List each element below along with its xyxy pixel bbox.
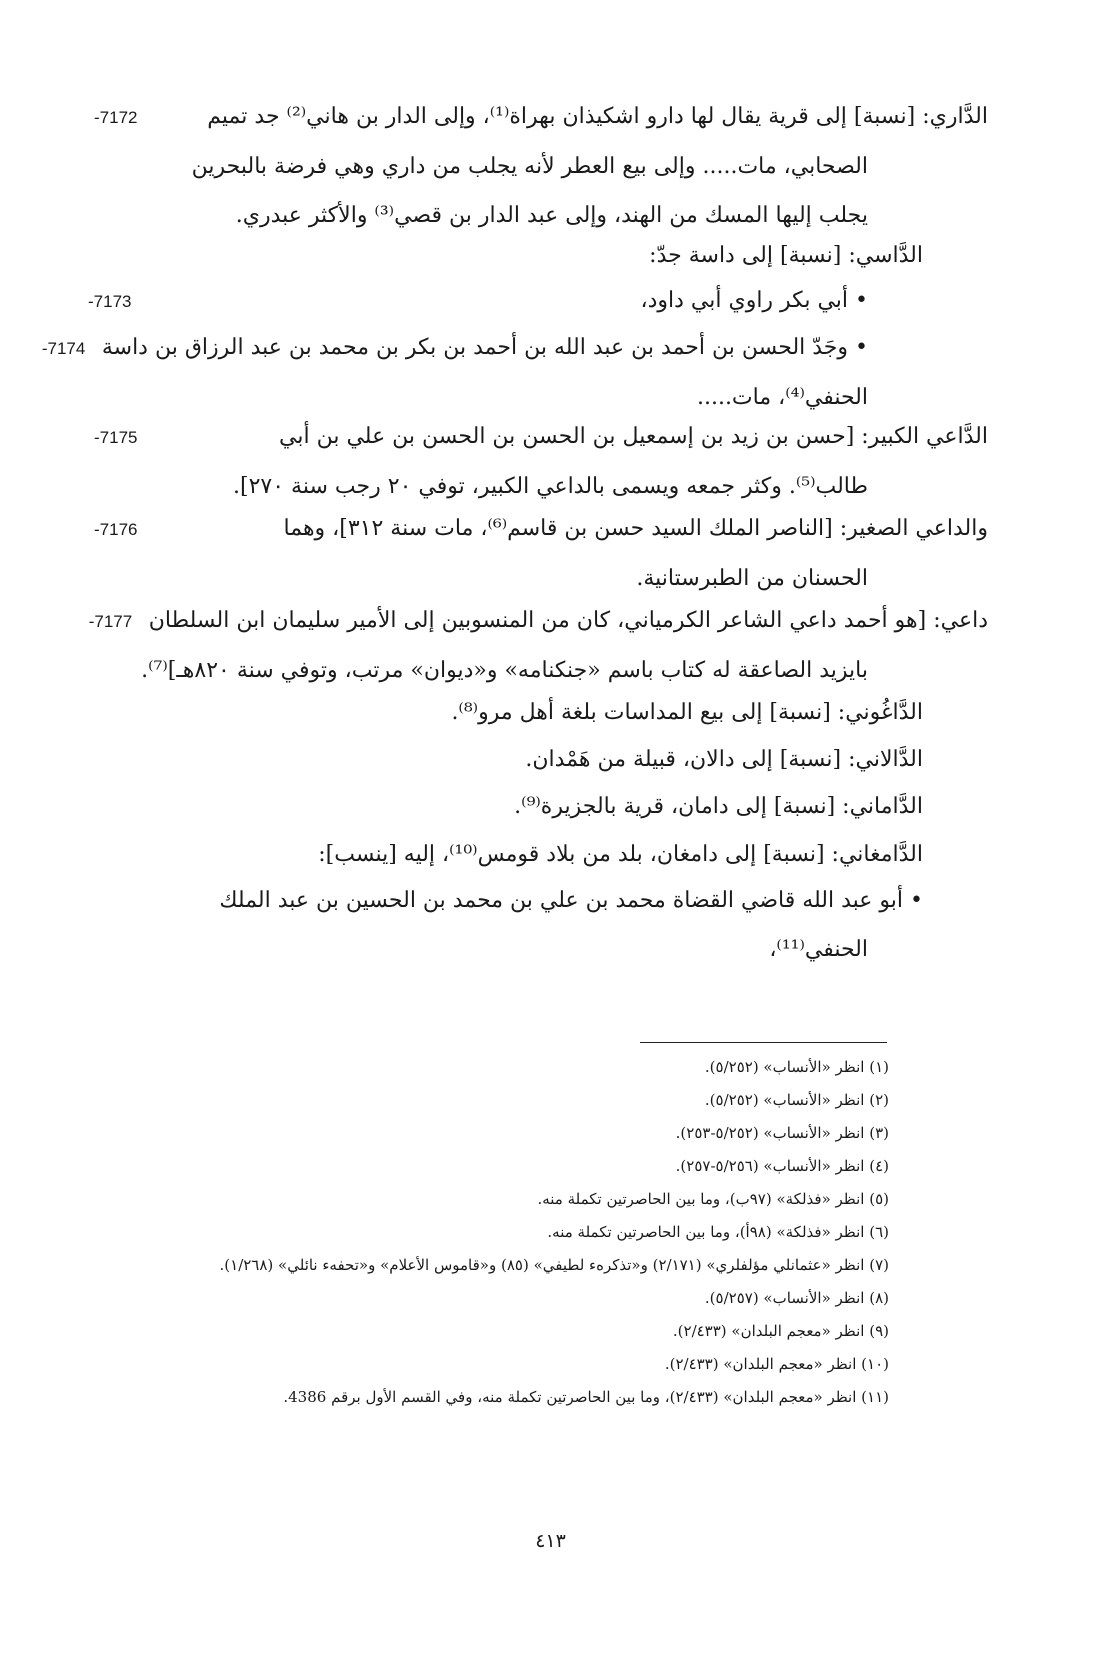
entry-text: طالب⁽⁵⁾. وكثر جمعه ويسمى بالداعي الكبير، توفي ٢٠ رجب سنة ٢٧٠]. (233, 474, 868, 499)
entry-7175 (88, 412, 988, 511)
heading-text: الدَّالاني: [نسبة] إلى دالان، قبيلة من هَمْدان. (525, 747, 923, 772)
bullet-text: • وجَدّ الحسن بن أحمد بن عبد الله بن أحمد بن بكر بن محمد بن عبد الرزاق بن داسة (101, 335, 868, 360)
heading-entry (88, 735, 988, 784)
heading-text: الدَّامغاني: [نسبة] إلى دامغان، بلد من بلاد قومس⁽¹⁰⁾، إليه [ينسب]: (318, 842, 923, 867)
footnote: (٩) انظر «معجم البلدان» (٢/٤٣٣). (672, 1322, 889, 1340)
heading-text: الدَّاسي: [نسبة] إلى داسة جدّ: (649, 243, 923, 268)
footnote: (٦) انظر «فذلكة» (٩٨أ)، وما بين الحاصرتين تكملة منه. (547, 1223, 889, 1241)
entry-text: الحنفي⁽¹¹⁾، (769, 937, 868, 962)
entry-number: -7173 (88, 292, 132, 311)
heading-entry (88, 782, 988, 831)
bullet-entry (88, 876, 988, 974)
heading-entry (88, 231, 988, 280)
bullet-text: • أبو عبد الله قاضي القضاة محمد بن علي بن محمد بن الحسين بن عبد الملك (219, 888, 923, 913)
entry-text: الدَّاعي الكبير: [حسن بن زيد بن إسمعيل بن الحسن بن الحسن بن علي بن أبي (279, 424, 988, 449)
heading-entry (88, 830, 988, 879)
bullet-text: • أبي بكر راوي أبي داود، (640, 288, 868, 313)
entry-text: داعي: [هو أحمد داعي الشاعر الكرمياني، كان من المنسوبين إلى الأمير سليمان ابن السلطان (148, 608, 988, 633)
heading-entry (88, 688, 988, 737)
entry-7177 (88, 596, 988, 695)
entry-7176 (88, 504, 988, 603)
entry-text: الحنفي⁽⁴⁾، مات..... (696, 385, 868, 410)
footnote: (٣) انظر «الأنساب» (٥/٢٥٢-٢٥٣). (675, 1124, 889, 1142)
footnote: (٢) انظر «الأنساب» (٥/٢٥٢). (704, 1091, 889, 1109)
entry-number: -7177 (88, 612, 133, 631)
footnote: (٧) انظر «عثمانلي مؤلفلري» (٢/١٧١) و«تذكرهء لطيفي» (٨٥) و«قاموس الأعلام» و«تحفهء نائلي» (١/٢٦٨). (219, 1256, 889, 1274)
page-number: ٤١٣ (535, 1530, 566, 1552)
entry-number: -7174 (41, 339, 86, 358)
footnote: (٨) انظر «الأنساب» (٥/٢٥٧). (704, 1289, 889, 1307)
footnote: (٤) انظر «الأنساب» (٥/٢٥٦-٢٥٧). (675, 1157, 889, 1175)
footnote: (١) انظر «الأنساب» (٥/٢٥٢). (704, 1058, 889, 1076)
entry-7174 (41, 323, 988, 422)
entry-text: الحسنان من الطبرستانية. (636, 566, 868, 591)
footnote-separator (640, 1042, 887, 1043)
footnote: (٥) انظر «فذلكة» (٩٧ب)، وما بين الحاصرتين تكملة منه. (537, 1190, 889, 1208)
entry-text: يجلب إليها المسك من الهند، وإلى عبد الدار بن قصي⁽³⁾ والأكثر عبدري. (235, 203, 868, 228)
footnote: (١٠) انظر «معجم البلدان» (٢/٤٣٣). (664, 1355, 889, 1373)
entry-text: الصحابي، مات..... وإلى بيع العطر لأنه يجلب من داري وهي فرضة بالبحرين (191, 154, 868, 179)
entry-text: الدَّاري: [نسبة] إلى قرية يقال لها دارو اشكيذان بهراة⁽¹⁾، وإلى الدار بن هاني⁽²⁾ جد تميم (207, 104, 988, 129)
entry-text: بايزيد الصاعقة له كتاب باسم «جنكنامه» و«ديوان» مرتب، وتوفي سنة ٨٢٠هـ]⁽⁷⁾. (141, 658, 868, 683)
entry-7173 (88, 276, 988, 326)
entry-text: والداعي الصغير: [الناصر الملك السيد حسن بن قاسم⁽⁶⁾، مات سنة ٣١٢]، وهما (283, 516, 988, 541)
entry-number: -7175 (94, 428, 138, 447)
entry-number: -7172 (94, 108, 138, 127)
entry-number: -7176 (94, 520, 138, 539)
entry-7172 (88, 92, 988, 240)
heading-text: الدَّاغُوني: [نسبة] إلى بيع المداسات بلغة أهل مرو⁽⁸⁾. (451, 700, 923, 725)
footnote: (١١) انظر «معجم البلدان» (٢/٤٣٣)، وما بين الحاصرتين تكملة منه، وفي القسم الأول برقم 4386. (283, 1388, 889, 1406)
heading-text: الدَّاماني: [نسبة] إلى دامان، قرية بالجزيرة⁽⁹⁾. (514, 794, 923, 819)
